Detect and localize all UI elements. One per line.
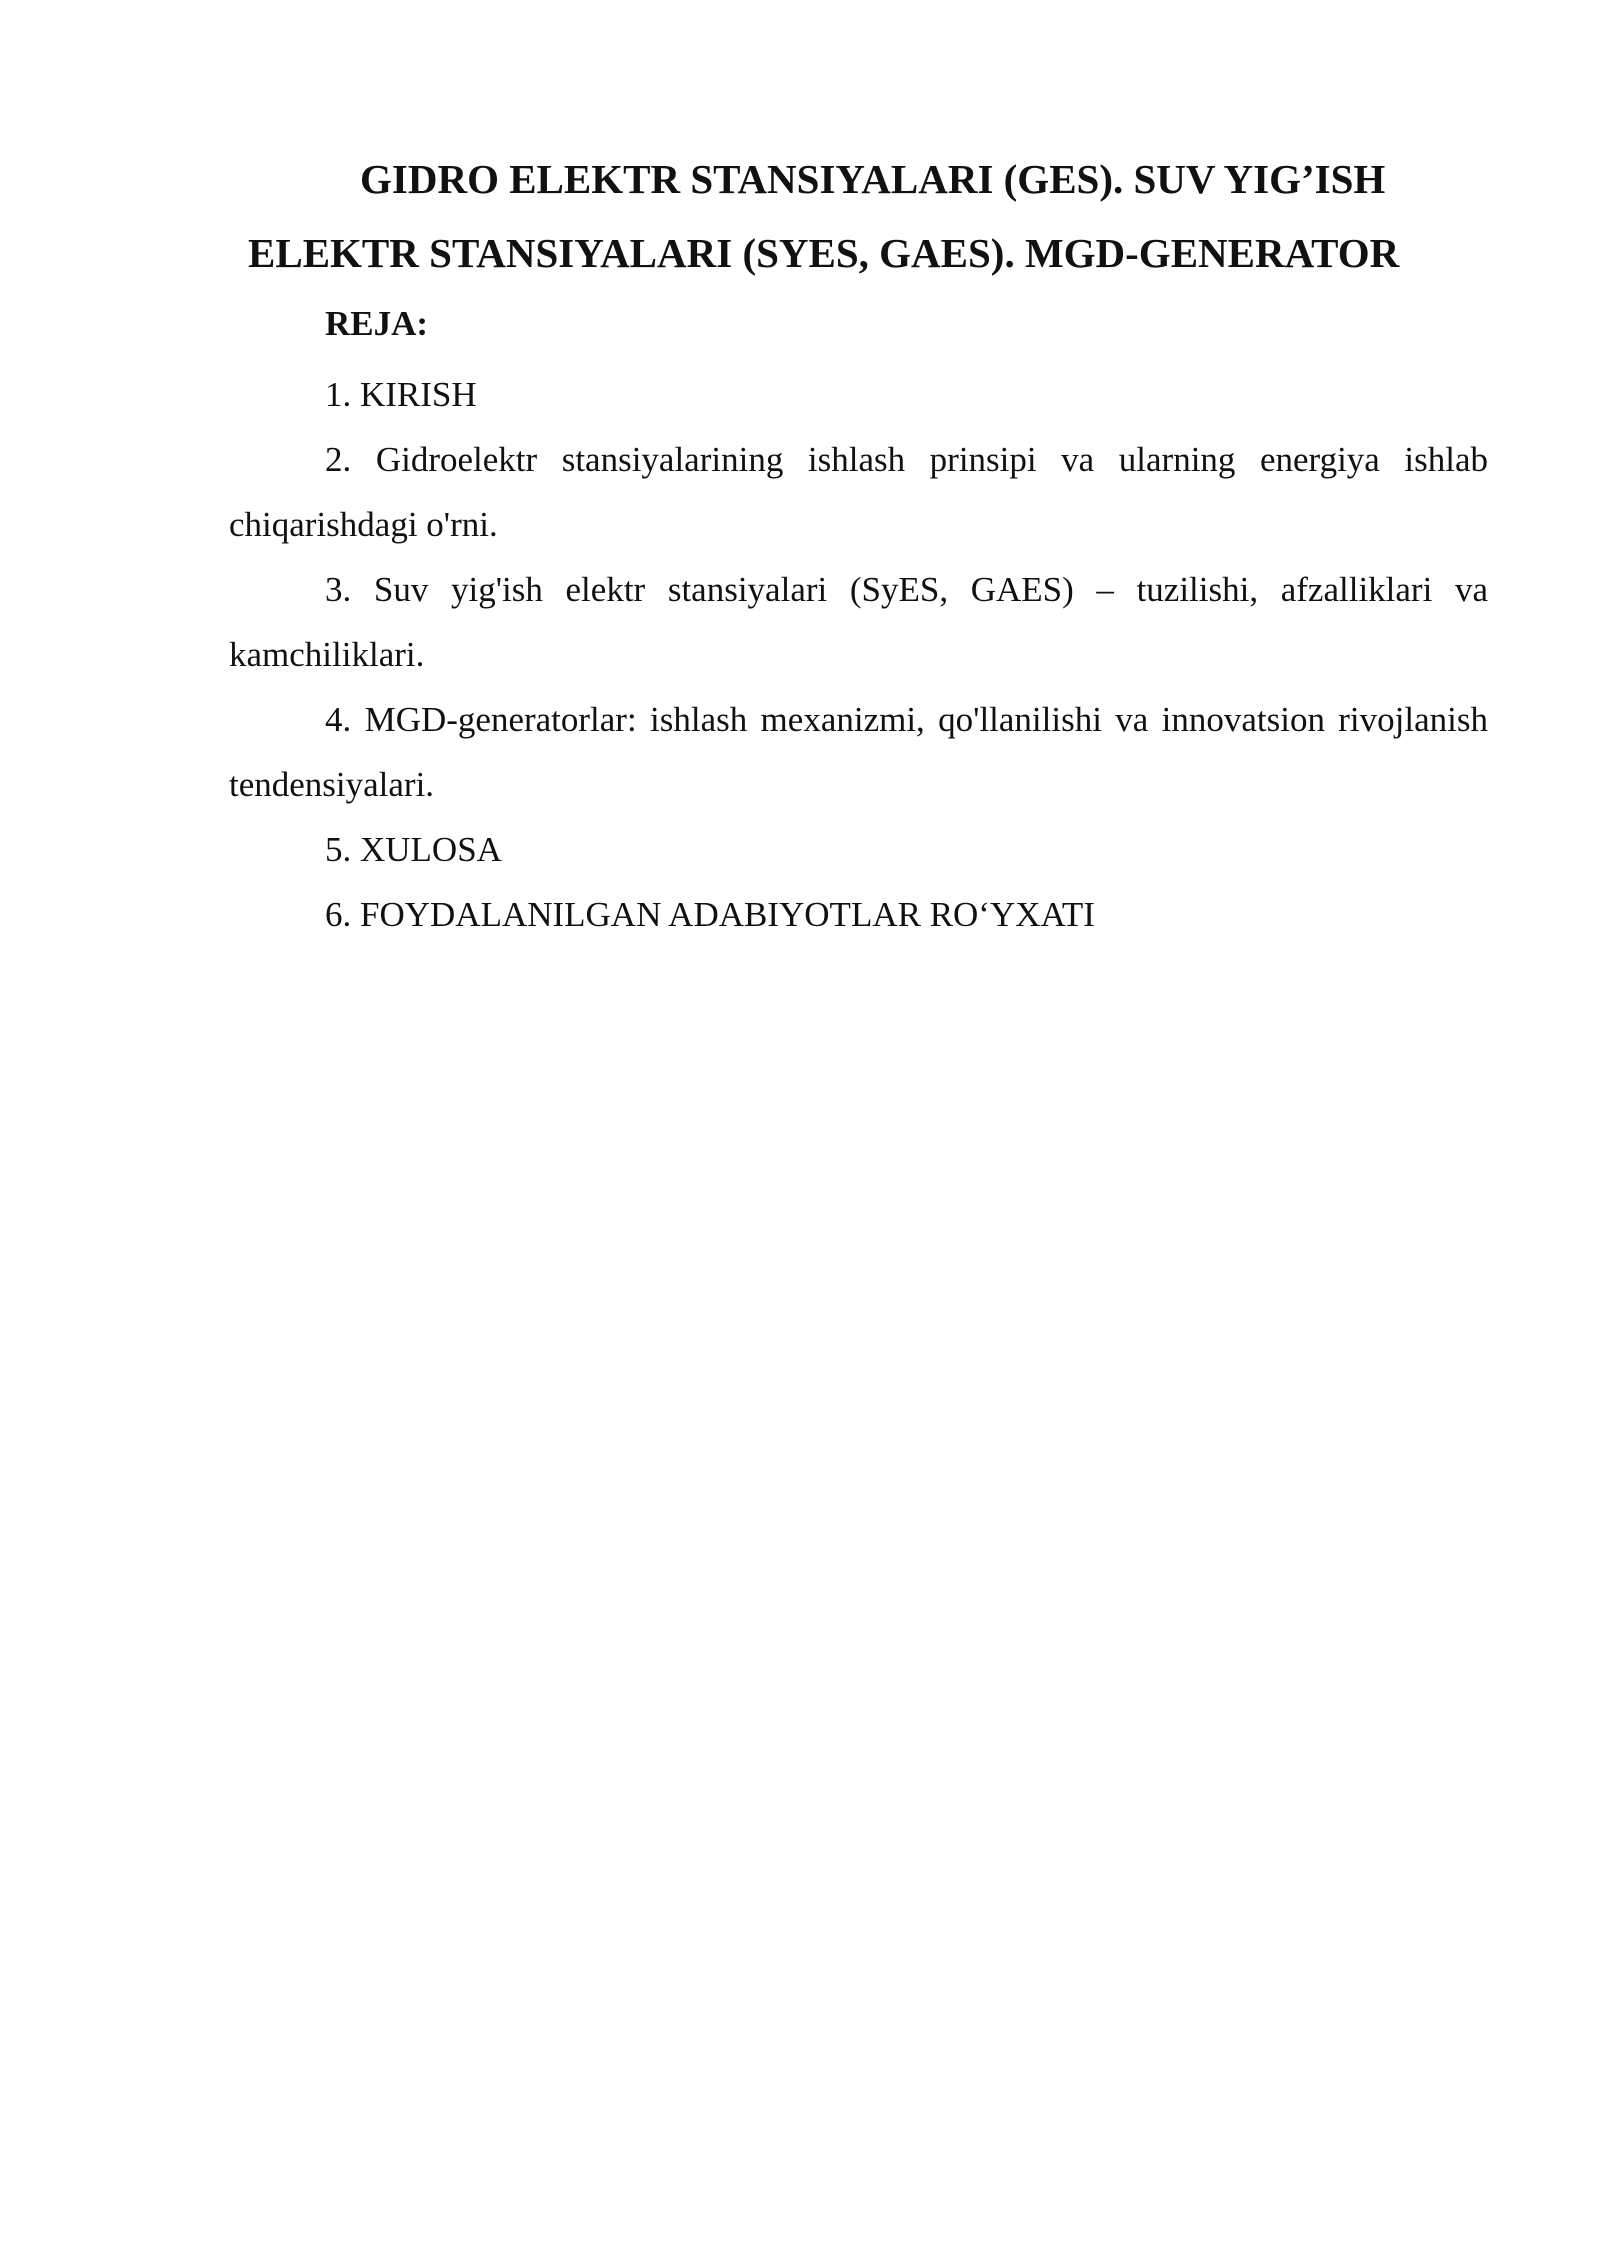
document-title-line-2: ELEKTR STANSIYALARI (SYES, GAES). MGD-GENERATOR <box>248 230 1400 276</box>
plan-list <box>229 362 1488 947</box>
plan-item-conclusion: 5. XULOSA <box>325 830 502 869</box>
plan-item-hydro-stations: 2. Gidroelektr stansiyalarining ishlash prinsipi va ularning energiya ishlab chiqarishdagi o'rni. <box>229 440 1488 544</box>
plan-item-pumped-storage: 3. Suv yig'ish elektr stansiyalari (SyES, GAES) – tuzilishi, afzalliklari va kamchiliklari. <box>229 570 1488 674</box>
plan-item-mhd-generators: 4. MGD-generatorlar: ishlash mexanizmi, qo'llanilishi va innovatsion rivojlanish tendensiyalari. <box>229 700 1488 804</box>
plan-item-references: 6. FOYDALANILGAN ADABIYOTLAR RO‘YXATI <box>325 895 1095 934</box>
plan-heading: REJA: <box>325 304 429 343</box>
document-title-line-1: GIDRO ELEKTR STANSIYALARI (GES). SUV YIG’ISH <box>360 156 1386 202</box>
plan-item-introduction: 1. KIRISH <box>325 375 477 414</box>
